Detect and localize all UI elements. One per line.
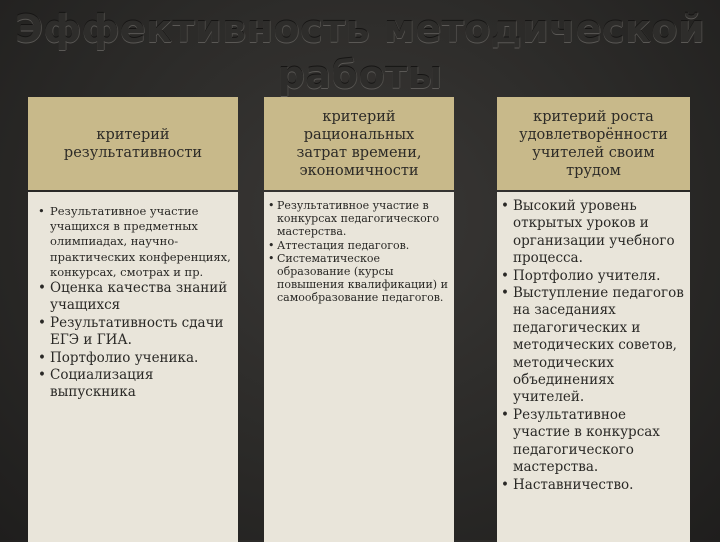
- page-title: Эффективность методической работы: [15, 7, 705, 97]
- list-item: • Систематическое образование (курсы повышения квалификации) и самообразование педагогов.: [268, 252, 450, 305]
- list-item: • Портфолио ученика.: [38, 350, 232, 367]
- column-header: [28, 97, 238, 190]
- criteria-list: [28, 192, 238, 402]
- list-item: • Портфолио учителя.: [501, 268, 686, 285]
- list-item: • Результативное участие учащихся в предметных олимпиадах, научно-практических конференциях, конкурсах, смотрах и пр.: [38, 204, 232, 280]
- list-item: • Социализация выпускника: [38, 367, 232, 402]
- list-item: • Результативное участие в конкурсах педагогического мастерства.: [501, 407, 686, 477]
- list-item: • Аттестация педагогов.: [268, 239, 450, 252]
- column-header-text: критерий рациональных затрат времени, экономичности: [296, 108, 422, 179]
- list-item: • Высокий уровень открытых уроков и организации учебного процесса.: [501, 198, 686, 268]
- column-body: [264, 192, 454, 542]
- criteria-list: [264, 192, 454, 305]
- column-header-text: критерий результативности: [63, 126, 203, 161]
- list-item: • Наставничество.: [501, 477, 686, 494]
- column-body: [497, 192, 690, 542]
- column-header: [264, 97, 454, 190]
- column-header-text: критерий роста удовлетворённости учителей своим трудом: [519, 108, 668, 179]
- column-body: [28, 192, 238, 542]
- criteria-list: [497, 192, 690, 494]
- column-header: [497, 97, 690, 190]
- list-item: • Результативное участие в конкурсах педагогического мастерства.: [268, 199, 450, 239]
- list-item: • Выступление педагогов на заседаниях педагогических и методических советов, методических объединениях учителей.: [501, 285, 686, 407]
- list-item: • Результативность сдачи ЕГЭ и ГИА.: [38, 315, 232, 350]
- list-item: • Оценка качества знаний учащихся: [38, 280, 232, 315]
